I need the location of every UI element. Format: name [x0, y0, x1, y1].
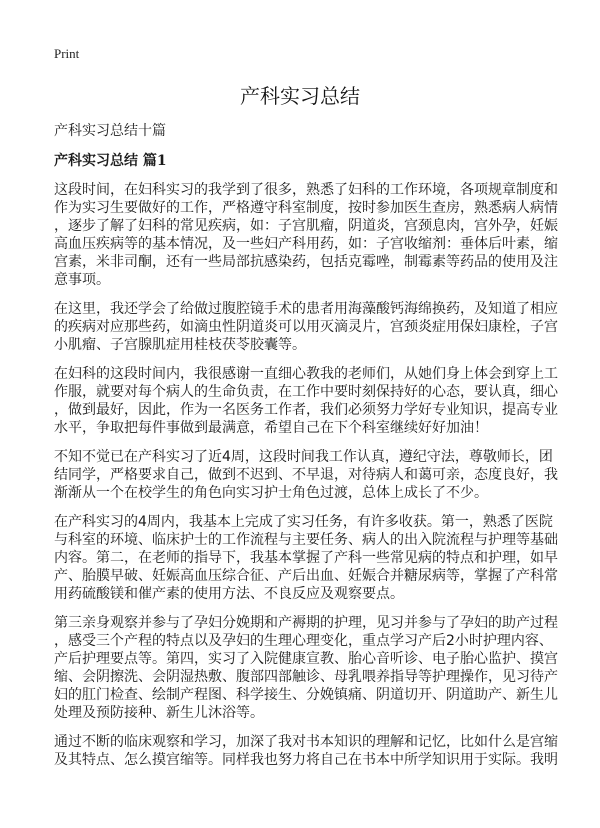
paragraph-line: 及其特点、怎么摸宫缩等。同样我也努力将自己在书本中所学知识用于实际。我明 — [54, 752, 558, 768]
paragraph — [54, 513, 558, 603]
section-heading: 产科实习总结 篇1 — [54, 153, 167, 169]
paragraph-line: 产、胎膜早破、妊娠高血压综合征、产后出血、妊娠合并糖尿病等，掌握了产科常 — [54, 568, 558, 584]
document-body — [54, 181, 558, 780]
paragraph-line: 妇的肛门检查、绘制产程图、科学接生、分娩镇痛、阴道切开、阴道助产、新生儿 — [54, 687, 558, 703]
paragraph-line: 宫素，米非司酮，还有一些局部抗感染药，包括克霉唑，制霉素等药品的使用及注 — [54, 254, 558, 270]
paragraph-line: 意事项。 — [54, 272, 110, 288]
paragraph — [54, 448, 558, 502]
paragraph-line: 第三亲身观察并参与了孕妇分娩期和产褥期的护理，见习并参与了孕妇的助产过程 — [54, 615, 558, 631]
paragraph-line: 作服，就要对每个病人的生命负责，在工作中要时刻保持好的心态，要认真，细心 — [54, 384, 558, 400]
paragraph-line: 作为实习生要做好的工作，严格遵守科室制度，按时参加医生查房，熟悉病人病情 — [54, 200, 558, 216]
paragraph-line: 与科室的环境、临床护士的工作流程与主要任务、病人的出入院流程与护理等基础 — [54, 532, 558, 548]
paragraph-line: 在妇科的这段时间内，我很感谢一直细心教我的老师们，从她们身上体会到穿上工 — [54, 366, 558, 382]
document-title: 产科实习总结 — [240, 84, 360, 108]
paragraph-line: 处理及预防接种、新生儿沐浴等。 — [54, 705, 264, 721]
paragraph-line: 在产科实习的4周内，我基本上完成了实习任务，有许多收获。第一，熟悉了医院 — [54, 514, 553, 530]
paragraph-line: 结同学，严格要求自己，做到不迟到、不早退，对待病人和蔼可亲，态度良好，我 — [54, 467, 558, 483]
paragraph-line: 不知不觉已在产科实习了近4周，这段时间我工作认真，遵纪守法，尊敬师长，团 — [54, 449, 553, 465]
paragraph — [54, 365, 558, 437]
paragraph-line: 小肌瘤、子宫腺肌症用桂枝茯苓胶囊等。 — [54, 337, 306, 353]
paragraph-line: ，感受三个产程的特点以及孕妇的生理心理变化，重点学习产后2小时护理内容、 — [54, 633, 553, 649]
paragraph-line: 这段时间，在妇科实习的我学到了很多，熟悉了妇科的工作环境，各项规章制度和 — [54, 182, 558, 198]
paragraph-line: 产后护理要点等。第四，实习了入院健康宣教、胎心音听诊、电子胎心监护、摸宫 — [54, 651, 558, 667]
paragraph-line: 通过不断的临床观察和学习，加深了我对书本知识的理解和记忆，比如什么是宫缩 — [54, 734, 558, 750]
paragraph-line: 水平，争取把每件事做到最满意，希望自己在下个科室继续好好加油！ — [54, 420, 488, 436]
print-link[interactable]: Print — [54, 46, 80, 61]
paragraph-line: 的疾病对应那些药，如滴虫性阴道炎可以用灭滴灵片，宫颈炎症用保妇康栓，子宫 — [54, 319, 558, 335]
paragraph-line: ，逐步了解了妇科的常见疾病，如：子宫肌瘤，阴道炎，宫颈息肉，宫外孕，妊娠 — [54, 218, 558, 234]
paragraph-line: ，做到最好，因此，作为一名医务工作者，我们必须努力学好专业知识，提高专业 — [54, 402, 558, 418]
paragraph-line: 渐渐从一个在校学生的角色向实习护士角色过渡，总体上成长了不少。 — [54, 485, 488, 501]
paragraph-line: 高血压疾病等的基本情况，及一些妇产科用药，如：子宫收缩剂：垂体后叶素，缩 — [54, 236, 558, 252]
paragraph — [54, 733, 558, 769]
paragraph-line: 用药硫酸镁和催产素的使用方法、不良反应及观察要点。 — [54, 586, 404, 602]
paragraph — [54, 614, 558, 722]
document-subtitle: 产科实习总结十篇 — [54, 123, 166, 139]
paragraph-line: 在这里，我还学会了给做过腹腔镜手术的患者用海藻酸钙海绵换药，及知道了相应 — [54, 301, 558, 317]
paragraph-line: 缩、会阴擦洗、会阴湿热敷、腹部四部触诊、母乳喂养指导等护理操作，见习待产 — [54, 669, 558, 685]
paragraph — [54, 181, 558, 289]
paragraph — [54, 300, 558, 354]
paragraph-line: 内容。第二，在老师的指导下，我基本掌握了产科一些常见病的特点和护理，如早 — [54, 550, 558, 566]
